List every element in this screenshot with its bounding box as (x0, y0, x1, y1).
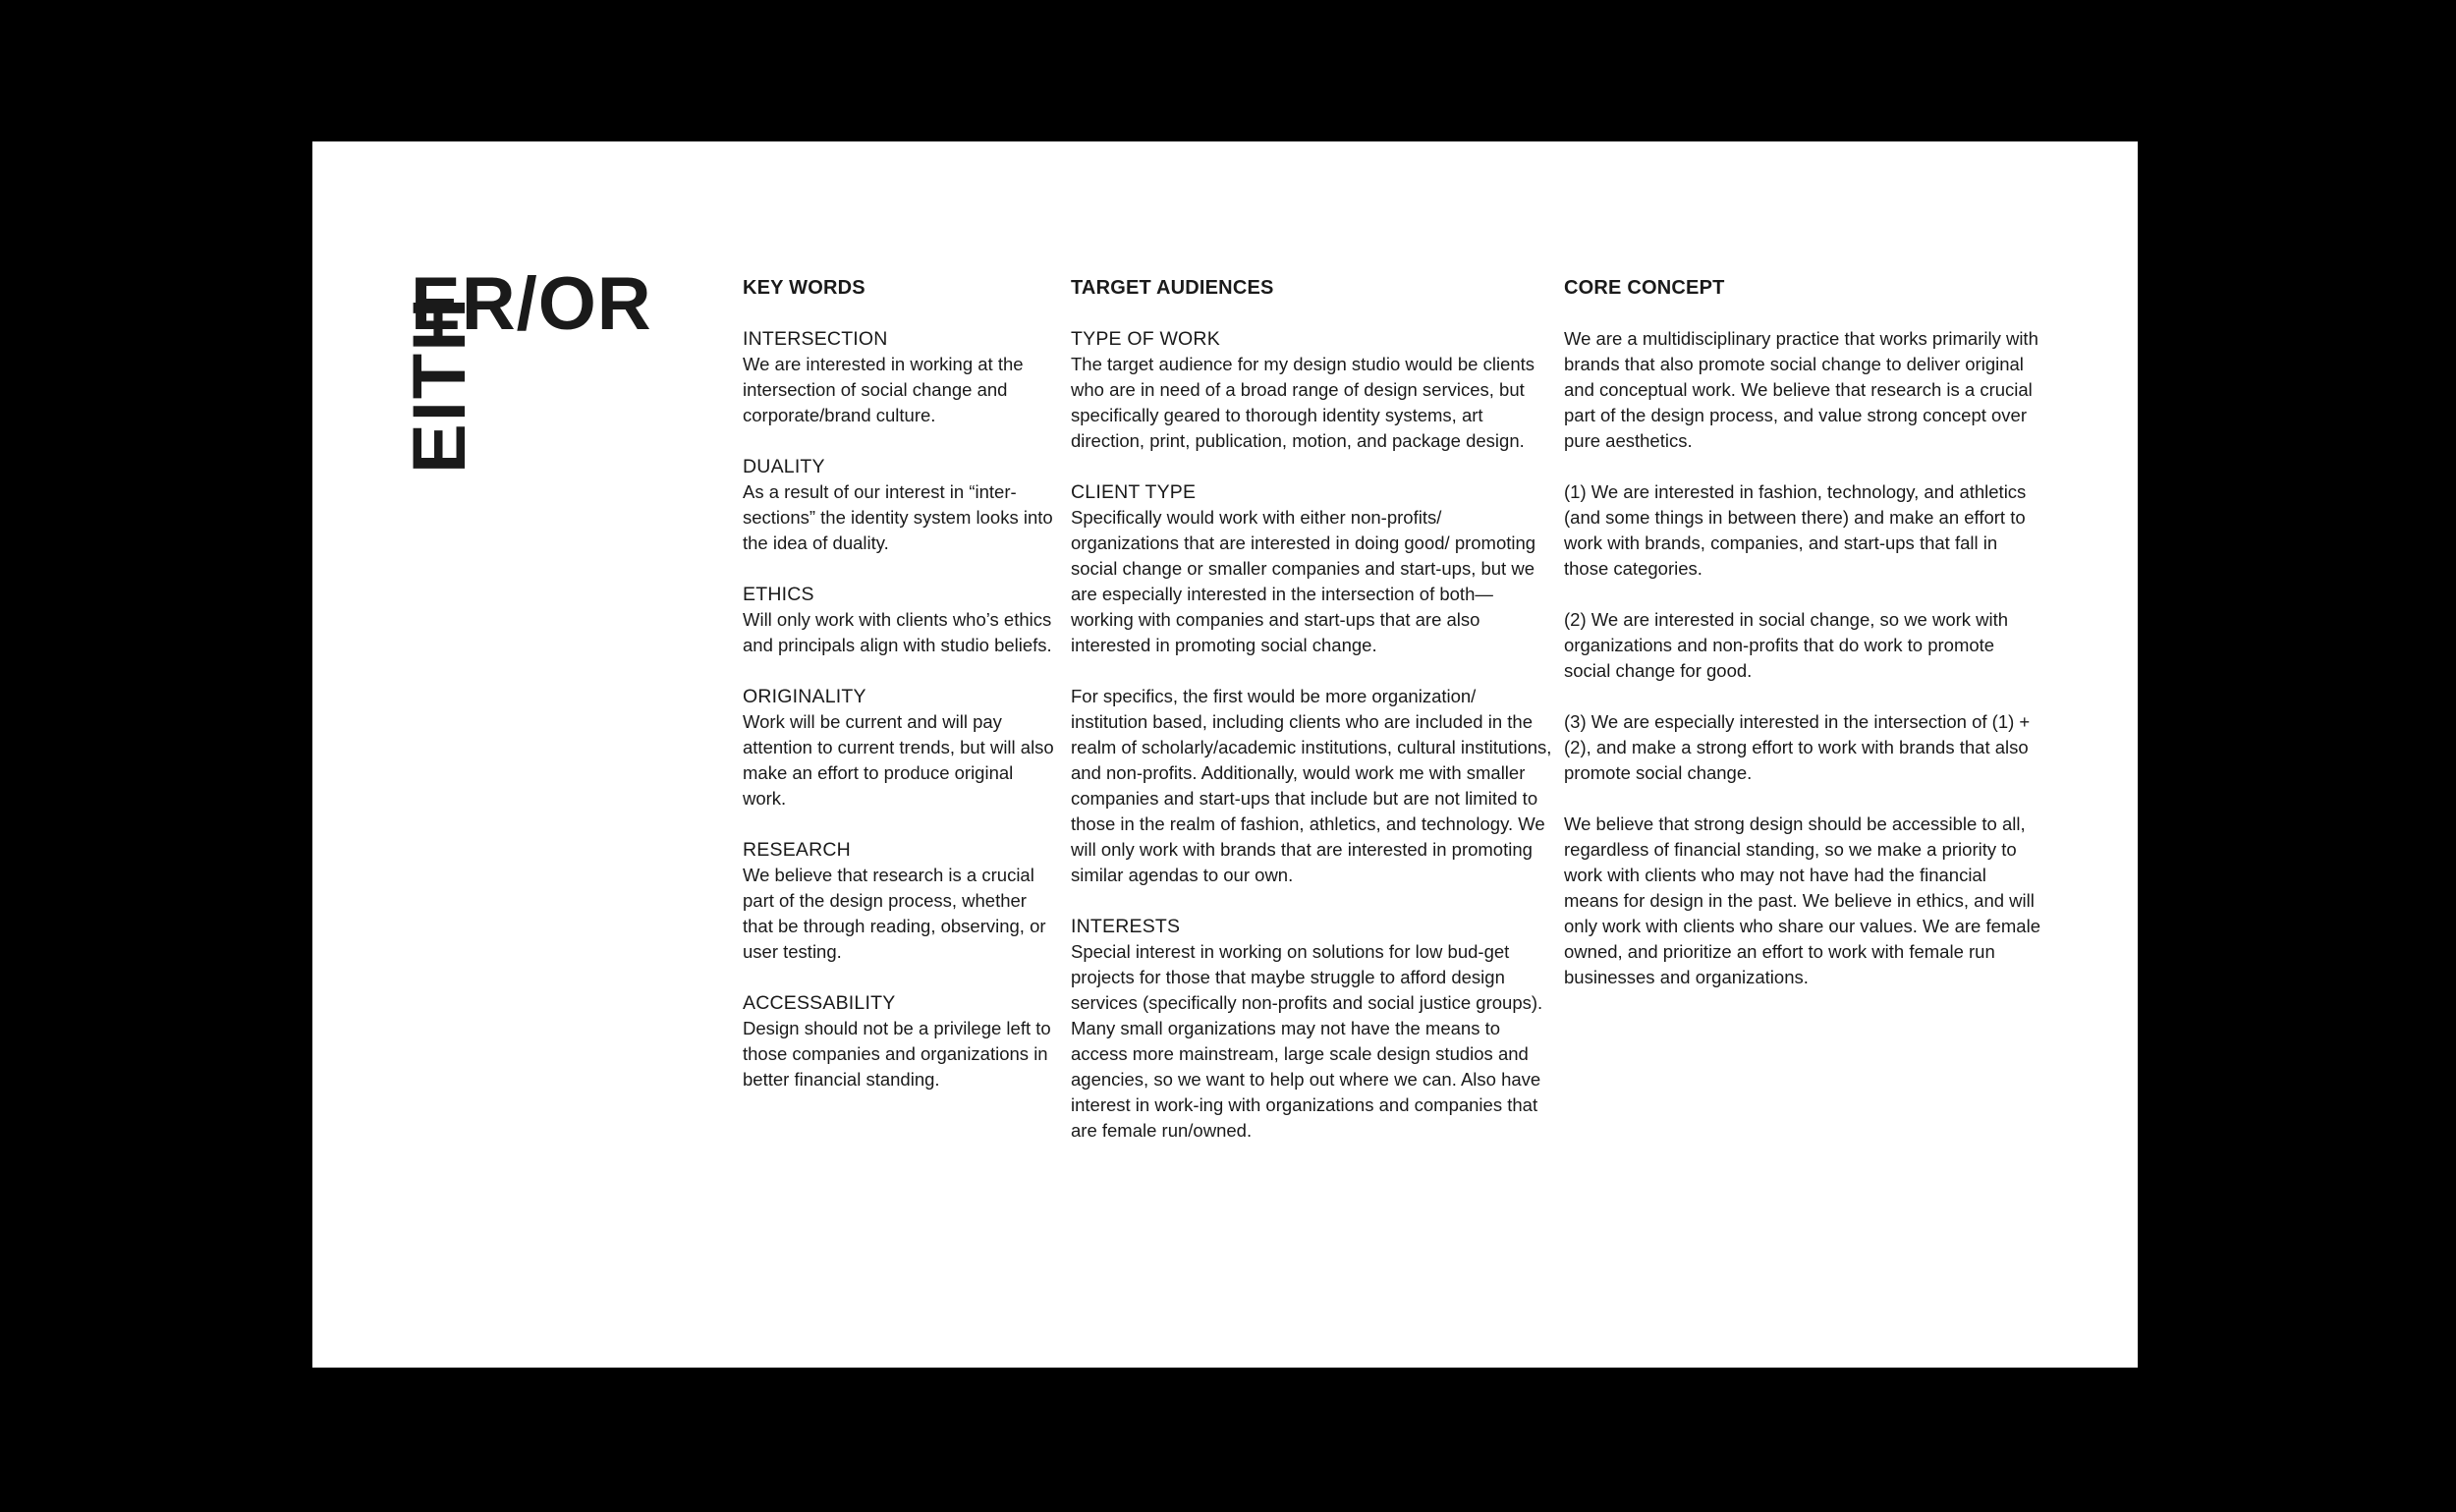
key-word-body: We are interested in working at the intersection of social change and corporate/brand culture. (743, 354, 1024, 425)
logo-horizontal-text: ER/OR (411, 262, 652, 346)
key-word-title: ACCESSABILITY (743, 992, 896, 1014)
type-of-work-body: The target audience for my design studio would be clients who are in need of a broad range of design services, but specifically geared to thorough identity systems, art direction, print, publication, motion, and package design. (1071, 354, 1535, 451)
client-type-section (1071, 479, 1552, 658)
core-concept-paragraph: We believe that strong design should be accessible to all, regardless of financial standing, so we make a priority to work with clients who may not have had the financial means for design in the past. We believe in ethics, and will only work with clients who share our values. We are female owned, and prioritize an effort to work with female run businesses and organizations. (1564, 813, 2040, 987)
key-word-body: As a result of our interest in “inter-sections” the identity system looks into the idea of duality. (743, 481, 1053, 553)
core-concept-paragraph: (3) We are especially interested in the intersection of (1) + (2), and make a strong effort to work with brands that also promote social change. (1564, 711, 2031, 783)
core-concept-paragraph: (1) We are interested in fashion, technology, and athletics (and some things in between there) and make an effort to work with brands, companies, and start-ups that fall in those categories. (1564, 481, 2027, 579)
either-or-logo (398, 262, 686, 503)
interests-section (1071, 914, 1552, 1144)
core-concept-heading: CORE CONCEPT (1564, 277, 1725, 299)
client-type-title: CLIENT TYPE (1071, 481, 1197, 503)
key-words-column (743, 275, 1057, 1118)
key-word-title: DUALITY (743, 456, 825, 477)
document-page (312, 141, 2138, 1368)
interests-title: INTERESTS (1071, 916, 1181, 937)
key-word-title: ORIGINALITY (743, 686, 866, 707)
key-word-title: RESEARCH (743, 839, 851, 861)
key-word-section (743, 837, 1057, 965)
key-word-section (743, 582, 1057, 658)
type-of-work-title: TYPE OF WORK (1071, 328, 1220, 350)
key-word-section (743, 990, 1057, 1092)
client-type-body: Specifically would work with either non-profits/ organizations that are interested in doing good/ promoting social change or smaller companies and start-ups, but we are especially interested in the intersection of both—working with companies and start-ups that are also interested in promoting social change. (1071, 507, 1536, 655)
key-word-section (743, 454, 1057, 556)
key-word-body: We believe that research is a crucial part of the design process, whether that be through reading, observing, or user testing. (743, 865, 1046, 962)
key-word-section (743, 326, 1057, 428)
logo-vertical-text: EITH (398, 295, 481, 474)
target-audiences-heading: TARGET AUDIENCES (1071, 277, 1274, 299)
key-word-body: Work will be current and will pay attention to current trends, but will also make an effort to produce original work. (743, 711, 1054, 809)
key-words-heading: KEY WORDS (743, 277, 865, 299)
core-concept-paragraph: (2) We are interested in social change, so we work with organizations and non-profits that do work to promote social change for good. (1564, 609, 2009, 681)
key-word-title: INTERSECTION (743, 328, 888, 350)
core-concept-paragraph: We are a multidisciplinary practice that works primarily with brands that also promote social change to deliver original and conceptual work. We believe that research is a crucial part of the design process, and value strong concept over pure aesthetics. (1564, 328, 2038, 451)
core-concept-column (1564, 275, 2045, 1016)
interests-body: Special interest in working on solutions for low bud-get projects for those that maybe struggle to afford design services (specifically non-profits and social justice groups). Many small organizations may not have the means to access more mainstream, large scale design studios and agencies, so we want to help out where we can. Also have interest in work-ing with organizations and companies that are female run/owned. (1071, 941, 1543, 1141)
target-audiences-column (1071, 275, 1552, 1169)
specifics-paragraph: For specifics, the first would be more organization/ institution based, including clients who are included in the realm of scholarly/academic institutions, cultural institutions, and non-profits. Additionally, would work me with smaller companies and start-ups that include but are not limited to those in the realm of fashion, athletics, and technology. We will only work with brands that are interested in promoting similar agendas to our own. (1071, 686, 1552, 885)
key-word-title: ETHICS (743, 584, 814, 605)
key-word-section (743, 684, 1057, 812)
type-of-work-section (1071, 326, 1552, 454)
key-word-body: Design should not be a privilege left to those companies and organizations in better financial standing. (743, 1018, 1051, 1090)
key-word-body: Will only work with clients who’s ethics and principals align with studio beliefs. (743, 609, 1052, 655)
